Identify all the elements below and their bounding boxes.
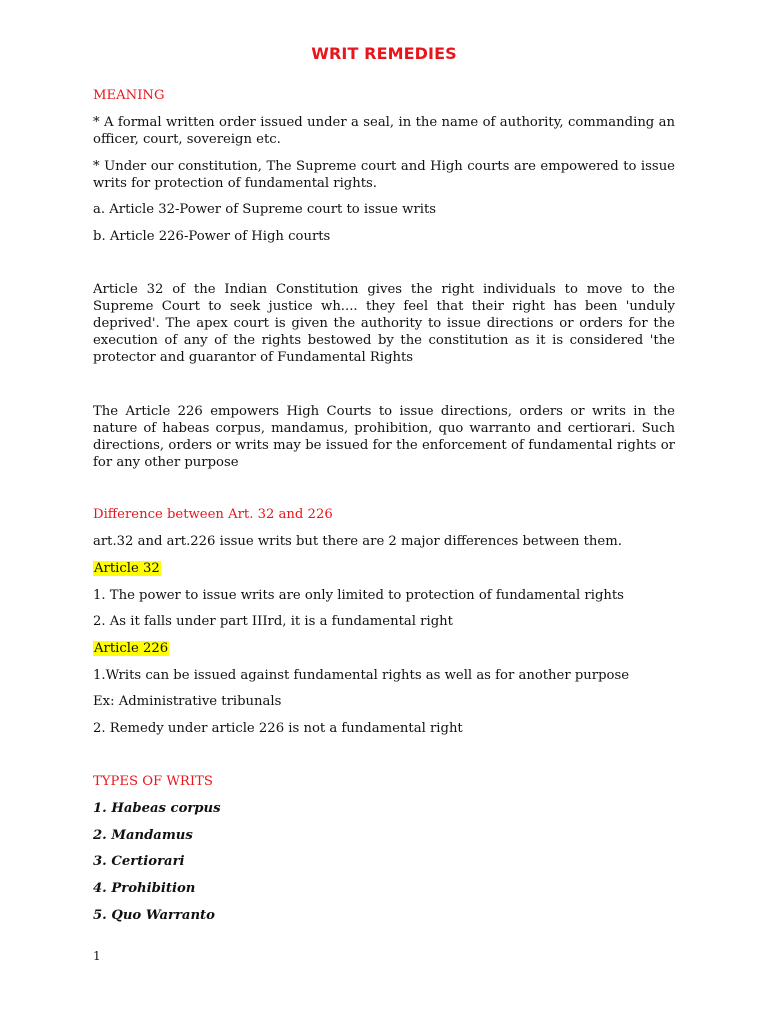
article32-paragraph: Article 32 of the Indian Constitution gives the right individuals to move to the Supreme Court to seek justice wh.... they feel that their right has been 'unduly deprived'. The apex court is given the authority to issue directions or orders for the execution of any of the rights bestowed by the constitution as it is considered 'the protector and guarantor of Fundamental Rights: [93, 282, 675, 365]
article226-point-1: 1.Writs can be issued against fundamental rights as well as for another purpose: [93, 668, 630, 683]
writ-item-prohibition: 4. Prohibition: [93, 881, 196, 896]
page-number: 1: [93, 949, 101, 963]
article226-label-row: [93, 640, 675, 657]
article226-paragraph: The Article 226 empowers High Courts to issue directions, orders or writs in the nature of habeas corpus, mandamus, prohibition, quo warranto and certiorari. Such directions, orders or writs may be issued for the enforcement of fundamental rights or for any other purpose: [93, 404, 675, 470]
writ-item-habeas-corpus: 1. Habeas corpus: [93, 801, 221, 816]
article32-label: Article 32: [94, 561, 160, 576]
difference-heading: Difference between Art. 32 and 226: [93, 507, 333, 522]
writ-item-quo-warranto: 5. Quo Warranto: [93, 908, 215, 923]
article226-label: Article 226: [94, 641, 169, 656]
writ-item-mandamus: 2. Mandamus: [93, 828, 193, 843]
meaning-point-1: * A formal written order issued under a seal, in the name of authority, commanding an officer, court, sovereign etc.: [93, 115, 675, 147]
meaning-point-2: * Under our constitution, The Supreme court and High courts are empowered to issue writs for protection of fundamental rights.: [93, 159, 675, 191]
document-page: [93, 0, 675, 1024]
meaning-item-a: a. Article 32-Power of Supreme court to issue writs: [93, 202, 437, 217]
article32-point-1: 1. The power to issue writs are only limited to protection of fundamental rights: [93, 588, 624, 603]
article226-point-2: 2. Remedy under article 226 is not a fundamental right: [93, 721, 463, 736]
article32-point-2: 2. As it falls under part IIIrd, it is a fundamental right: [93, 614, 453, 629]
meaning-item-b: b. Article 226-Power of High courts: [93, 229, 331, 244]
writ-item-certiorari: 3. Certiorari: [93, 854, 185, 869]
types-heading: TYPES OF WRITS: [93, 774, 213, 789]
meaning-heading: MEANING: [93, 88, 165, 103]
article32-label-row: [93, 560, 675, 577]
difference-intro: art.32 and art.226 issue writs but there are 2 major differences between them.: [93, 534, 622, 549]
article226-example: Ex: Administrative tribunals: [93, 694, 282, 709]
document-title: WRIT REMEDIES: [311, 44, 457, 63]
